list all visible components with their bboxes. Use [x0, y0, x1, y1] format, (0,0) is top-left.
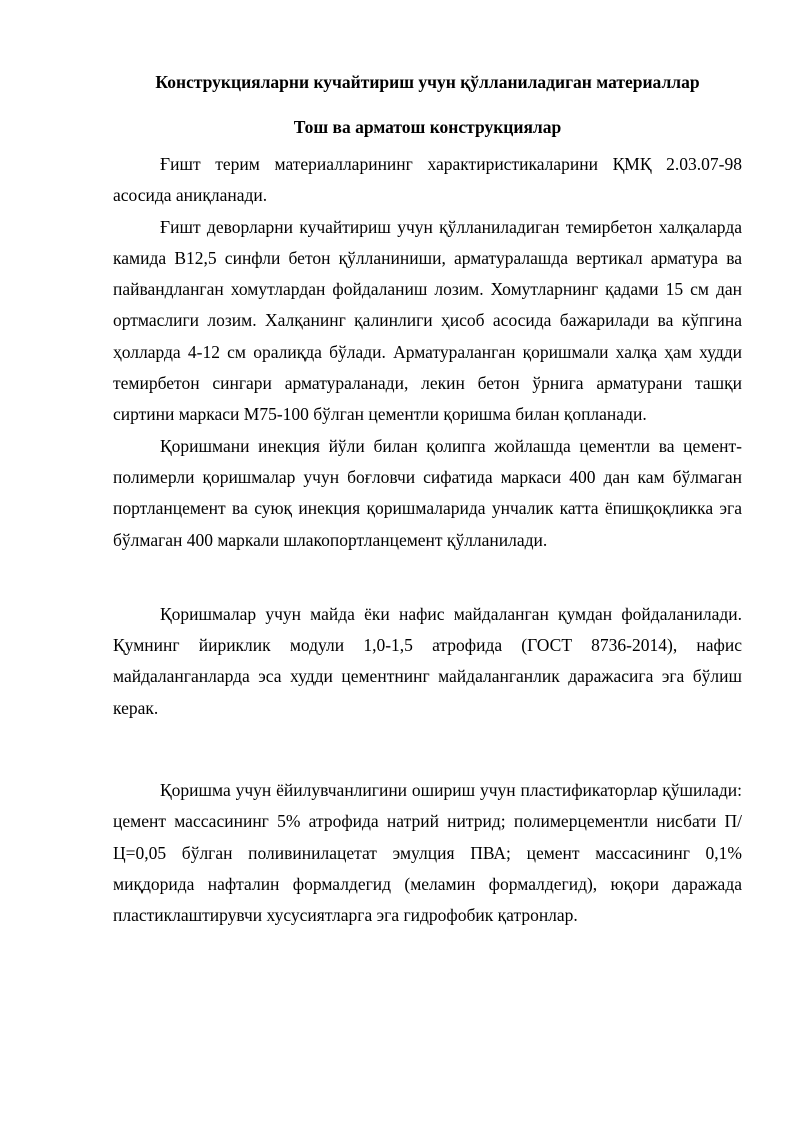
section-title: Тош ва арматош конструкциялар: [293, 117, 562, 137]
paragraph-sand: Қоришмалар учун майда ёки нафис майдаланган қумдан фойдаланилади. Қумнинг йириклик модули 1,0-1,5 атрофида (ГОСТ 8736-2014), нафис майдаланганларда эса худди цементнинг майдаланганлик даражасига эга бўлиш керак.: [113, 603, 742, 718]
document-page: [113, 70, 742, 932]
paragraph-reinforced-rings: Ғишт деворларни кучайтириш учун қўлланиладиган темирбетон халқаларда камида В12,5 синфли бетон қўлланиниши, арматуралашда вертикал арматура ва пайвандланган хомутлардан фойдаланиш лозим. Хомутларнинг қадами 15 см дан ортмаслиги лозим. Халқанинг қалинлиги ҳисоб асосида бажарилади ва кўпгина ҳолларда 4-12 см оралиқда бўлади. Арматураланган қоришмали халқа ҳам худди темирбетон сингари арматураланади, лекин бетон ўрнига арматурани ташқи сиртини маркаси М75-100 бўлган цементли қоришма билан қопланади.: [113, 216, 742, 425]
document-title: Конструкцияларни кучайтириш учун қўлланиладиган материаллар: [155, 72, 700, 92]
paragraph-brick-characteristics: Ғишт терим материалларининг характиристикаларини ҚМҚ 2.03.07-98 асосида аниқланади.: [113, 154, 742, 206]
paragraph-injection-mortar: Қоришмани инекция йўли билан қолипга жойлашда цементли ва цемент-полимерли қоришмалар учун боғловчи сифатида маркаси 400 дан кам бўлмаган портланцемент ва суюқ инекция қоришмаларида унчалик катта ёпишқоқликка эга бўлмаган 400 маркали шлакопортланцемент қўлланилади.: [113, 435, 742, 550]
paragraph-plasticizers: Қоришма учун ёйилувчанлигини ошириш учун пластификаторлар қўшилади: цемент массасининг 5% атрофида натрий нитрид; полимерцементли нисбати П/Ц=0,05 бўлган поливинилацетат эмулция ПВА; цемент массасининг 0,1% миқдорида нафталин формалдегид (меламин формалдегид), юқори даражада пластиклаштирувчи хусусиятларга эга гидрофобик қатронлар.: [113, 780, 742, 926]
